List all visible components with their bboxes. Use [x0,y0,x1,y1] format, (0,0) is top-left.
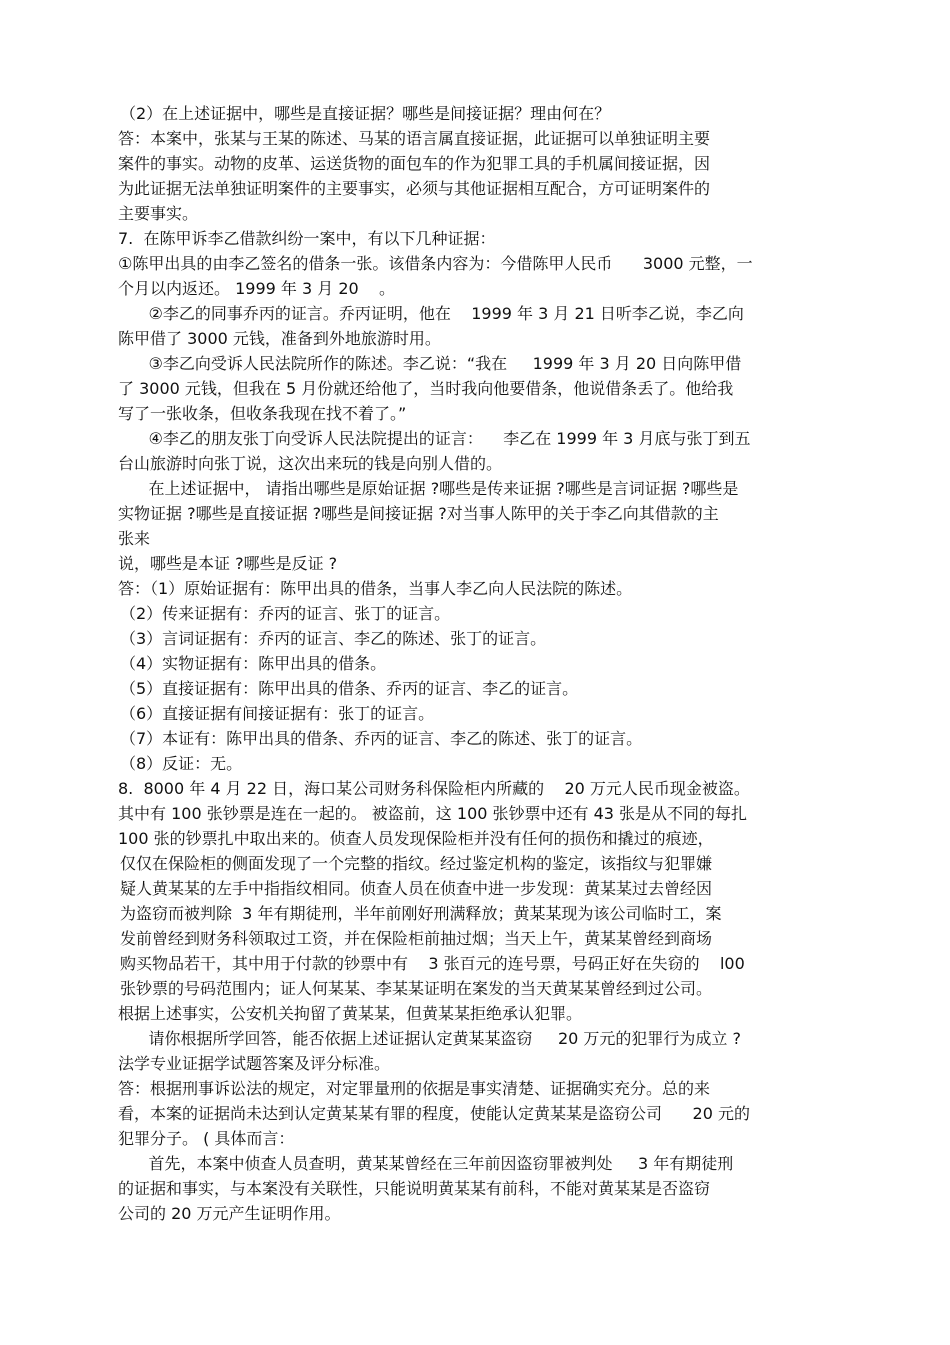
text-line: （3）言词证据有：乔丙的证言、李乙的陈述、张丁的证言。 [120,629,547,648]
text-line: 写了一张收条，但收条我现在找不着了。” [118,404,407,423]
text-line: ③李乙向受诉人民法院所作的陈述。李乙说：“我在 1999 年 3 月 20 日向陈甲借 [118,354,742,373]
text-line: ④李乙的朋友张丁向受诉人民法院提出的证言： 李乙在 1999 年 3 月底与张丁到五 [118,429,751,448]
text-line: 疑人黄某某的左手中指指纹相同。侦查人员在侦查中进一步发现：黄某某过去曾经因 [120,879,713,898]
text-line: 8. 8000 年 4 月 22 日，海口某公司财务科保险柜内所藏的 20 万元人民币现金被盗。 [118,779,750,798]
text-line: 仅仅在保险柜的侧面发现了一个完整的指纹。经过鉴定机构的鉴定，该指纹与犯罪嫌 [120,854,713,873]
text-line: 答：本案中，张某与王某的陈述、马某的语言属直接证据，此证据可以单独证明主要 [118,129,711,148]
text-line: （8）反证：无。 [120,754,243,773]
text-line: ②李乙的同事乔丙的证言。乔丙证明，他在 1999 年 3 月 21 日听李乙说，李乙向 [118,304,744,323]
text-line: 的证据和事实，与本案没有关联性，只能说明黄某某有前科，不能对黄某某是否盗窃 [118,1179,711,1198]
text-line: 答：（1）原始证据有：陈甲出具的借条，当事人李乙向人民法院的陈述。 [118,579,633,598]
text-line: 说，哪些是本证 ?哪些是反证 ? [118,554,338,573]
text-line: 台山旅游时向张丁说，这次出来玩的钱是向别人借的。 [118,454,503,473]
text-line: 发前曾经到财务科领取过工资，并在保险柜前抽过烟；当天上午，黄某某曾经到商场 [120,929,713,948]
text-line: 案件的事实。动物的皮革、运送货物的面包车的作为犯罪工具的手机属间接证据，因 [118,154,711,173]
text-line: 购买物品若干，其中用于付款的钞票中有 3 张百元的连号票，号码正好在失窃的 l00 [120,954,745,973]
text-line: （6）直接证据有间接证据有：张丁的证言。 [120,704,435,723]
text-line: 了 3000 元钱，但我在 5 月份就还给他了，当时我向他要借条，他说借条丢了。他给我 [118,379,734,398]
text-line: （2）在上述证据中，哪些是直接证据？哪些是间接证据？理由何在？ [120,104,611,123]
text-line: （4）实物证据有：陈甲出具的借条。 [120,654,387,673]
text-line: 法学专业证据学试题答案及评分标准。 [118,1054,391,1073]
text-line: 个月以内返还。 1999 年 3 月 20 。 [118,279,396,298]
text-line: 犯罪分子。 ( 具体而言： [118,1129,295,1148]
text-line: 在上述证据中， 请指出哪些是原始证据 ?哪些是传来证据 ?哪些是言词证据 ?哪些是 [118,479,739,498]
text-line: 主要事实。 [118,204,199,223]
text-line: 张来 [118,529,151,548]
text-line: 首先，本案中侦查人员查明，黄某某曾经在三年前因盗窃罪被判处 3 年有期徒刑 [118,1154,734,1173]
text-line: 答：根据刑事诉讼法的规定，对定罪量刑的依据是事实清楚、证据确实充分。总的来 [118,1079,711,1098]
text-line: 张钞票的号码范围内；证人何某某、李某某证明在案发的当天黄某某曾经到过公司。 [120,979,713,998]
text-line: 7. 在陈甲诉李乙借款纠纷一案中，有以下几种证据： [118,229,496,248]
text-line: 公司的 20 万元产生证明作用。 [118,1204,341,1223]
text-line: （7）本证有：陈甲出具的借条、乔丙的证言、李乙的陈述、张丁的证言。 [120,729,643,748]
text-line: 根据上述事实，公安机关拘留了黄某某，但黄某某拒绝承认犯罪。 [118,1004,583,1023]
text-line: 为盗窃而被判除 3 年有期徒刑，半年前刚好刑满释放；黄某某现为该公司临时工，案 [120,904,722,923]
text-line: 请你根据所学回答，能否依据上述证据认定黄某某盗窃 20 万元的犯罪行为成立 ? [118,1029,741,1048]
text-line: 其中有 100 张钞票是连在一起的。 被盗前，这 100 张钞票中还有 43 张是从不同的每扎 [118,804,748,823]
text-line: 看，本案的证据尚未达到认定黄某某有罪的程度，使能认定黄某某是盗窃公司 20 元的 [118,1104,750,1123]
text-line: 实物证据 ?哪些是直接证据 ?哪些是间接证据 ?对当事人陈甲的关于李乙向其借款的主 [118,504,719,523]
text-line: （5）直接证据有：陈甲出具的借条、乔丙的证言、李乙的证言。 [120,679,579,698]
text-line: 100 张的钞票扎中取出来的。侦查人员发现保险柜并没有任何的损伤和撬过的痕迹， [118,829,714,848]
text-line: 为此证据无法单独证明案件的主要事实，必须与其他证据相互配合，方可证明案件的 [118,179,711,198]
text-line: ①陈甲出具的由李乙签名的借条一张。该借条内容为：今借陈甲人民币 3000 元整，一 [118,254,753,273]
text-line: 陈甲借了 3000 元钱，准备到外地旅游时用。 [118,329,441,348]
text-line: （2）传来证据有：乔丙的证言、张丁的证言。 [120,604,451,623]
